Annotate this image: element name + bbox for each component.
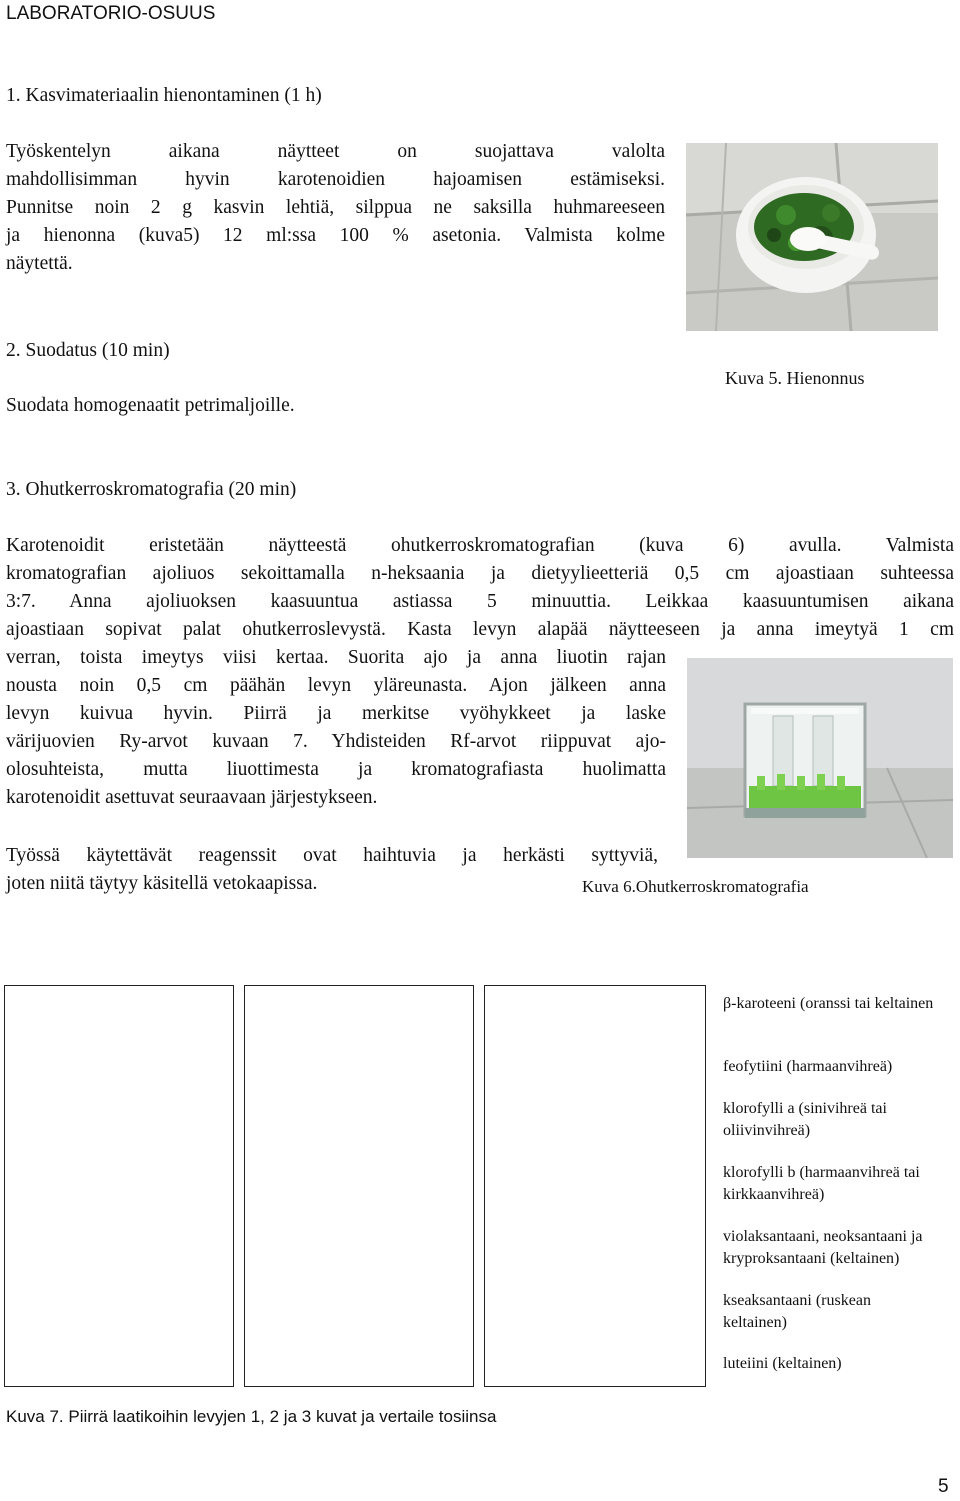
safety-line: Työssä käytettävät reagenssit ovat haihtuvia ja herkästi syttyviä, (6, 845, 658, 866)
mortar-photo (686, 143, 938, 331)
section-3-line: nousta noin 0,5 cm päähän levyn yläreunasta. Ajon jälkeen anna (6, 675, 666, 696)
figure-5-caption: Kuva 5. Hienonnus (725, 368, 865, 388)
section-3-heading: 3. Ohutkerroskromatografia (20 min) (6, 479, 297, 500)
legend-chlorophyll-b: klorofylli b (harmaanvihreä tai kirkkaanvihreä) (723, 1164, 920, 1203)
section-3-narrow-body (6, 644, 666, 812)
section-1-line: ja hienonna (kuva5) 12 ml:ssa 100 % asetonia. Valmista kolme (6, 225, 665, 246)
section-3-line: karotenoidit asettuvat seuraavaan järjestykseen. (6, 787, 378, 808)
section-2-text: Suodata homogenaatit petrimaljoille. (6, 395, 295, 416)
section-1-body (6, 138, 665, 278)
section-3-line: verran, toista imeytys viisi kertaa. Suorita ajo ja anna liuotin rajan (6, 647, 666, 668)
legend-beta-carotene: β-karoteeni (oranssi tai keltainen (723, 995, 934, 1012)
section-3-line: kromatografian ajoliuos sekoittamalla n-heksaania ja dietyylieetteriä 0,5 cm ajoastiaan suhteessa (6, 563, 954, 584)
section-1-line: Työskentelyn aikana näytteet on suojattava valolta (6, 141, 665, 162)
section-3-line: levyn kuivua hyvin. Piirrä ja merkitse vyöhykkeet ja laske (6, 703, 666, 724)
section-3-line: Karotenoidit eristetään näytteestä ohutkerroskromatografian (kuva 6) avulla. Valmista (6, 535, 954, 556)
legend-chlorophyll-a: klorofylli a (sinivihreä tai oliivinvihreä) (723, 1100, 887, 1139)
section-3-full-body (6, 532, 954, 644)
legend-lutein: luteiini (keltainen) (723, 1355, 842, 1372)
figure-6-caption: Kuva 6.Ohutkerroskromatografia (582, 877, 809, 896)
section-1-line: Punnitse noin 2 g kasvin lehtiä, silppua ne saksilla huhmareeseen (6, 197, 665, 218)
legend-pheophytin: feofytiini (harmaanvihreä) (723, 1058, 893, 1075)
section-3-line: ajoastiaan sopivat palat ohutkerroslevystä. Kasta levyn alapää näytteeseen ja anna imeytyä 1 cm (6, 619, 954, 640)
section-1-line: mahdollisimman hyvin karotenoidien hajoamisen estämiseksi. (6, 169, 665, 190)
figure-7-caption: Kuva 7. Piirrä laatikoihin levyjen 1, 2 ja 3 kuvat ja vertaile tosiinsa (6, 1407, 497, 1426)
section-3-line: olosuhteista, mutta liuottimesta ja kromatografiasta huolimatta (6, 759, 666, 780)
page-number: 5 (938, 1476, 949, 1497)
legend-violaxanthin: violaksantaani, neoksantaani ja kryproksantaani (keltainen) (723, 1228, 923, 1267)
safety-line: joten niitä täytyy käsitellä vetokaapissa. (6, 873, 318, 894)
section-3-line: 3:7. Anna ajoliuoksen kaasuuntua astiassa 5 minuuttia. Leikkaa kaasuuntumisen aikana (6, 591, 954, 612)
legend-zeaxanthin: kseaksantaani (ruskean keltainen) (723, 1292, 871, 1331)
drawing-box-2[interactable] (244, 985, 474, 1387)
section-3-line: värijuovien Ry-arvot kuvaan 7. Yhdisteiden Rf-arvot riippuvat ajo- (6, 731, 666, 752)
tlc-chamber-photo (687, 658, 953, 858)
section-1-line: näytettä. (6, 253, 73, 274)
section-1-heading: 1. Kasvimateriaalin hienontaminen (1 h) (6, 85, 322, 106)
page-title: LABORATORIO-OSUUS (6, 3, 216, 24)
drawing-box-1[interactable] (4, 985, 234, 1387)
safety-note (6, 842, 658, 898)
section-2-heading: 2. Suodatus (10 min) (6, 340, 170, 361)
drawing-box-3[interactable] (484, 985, 706, 1387)
